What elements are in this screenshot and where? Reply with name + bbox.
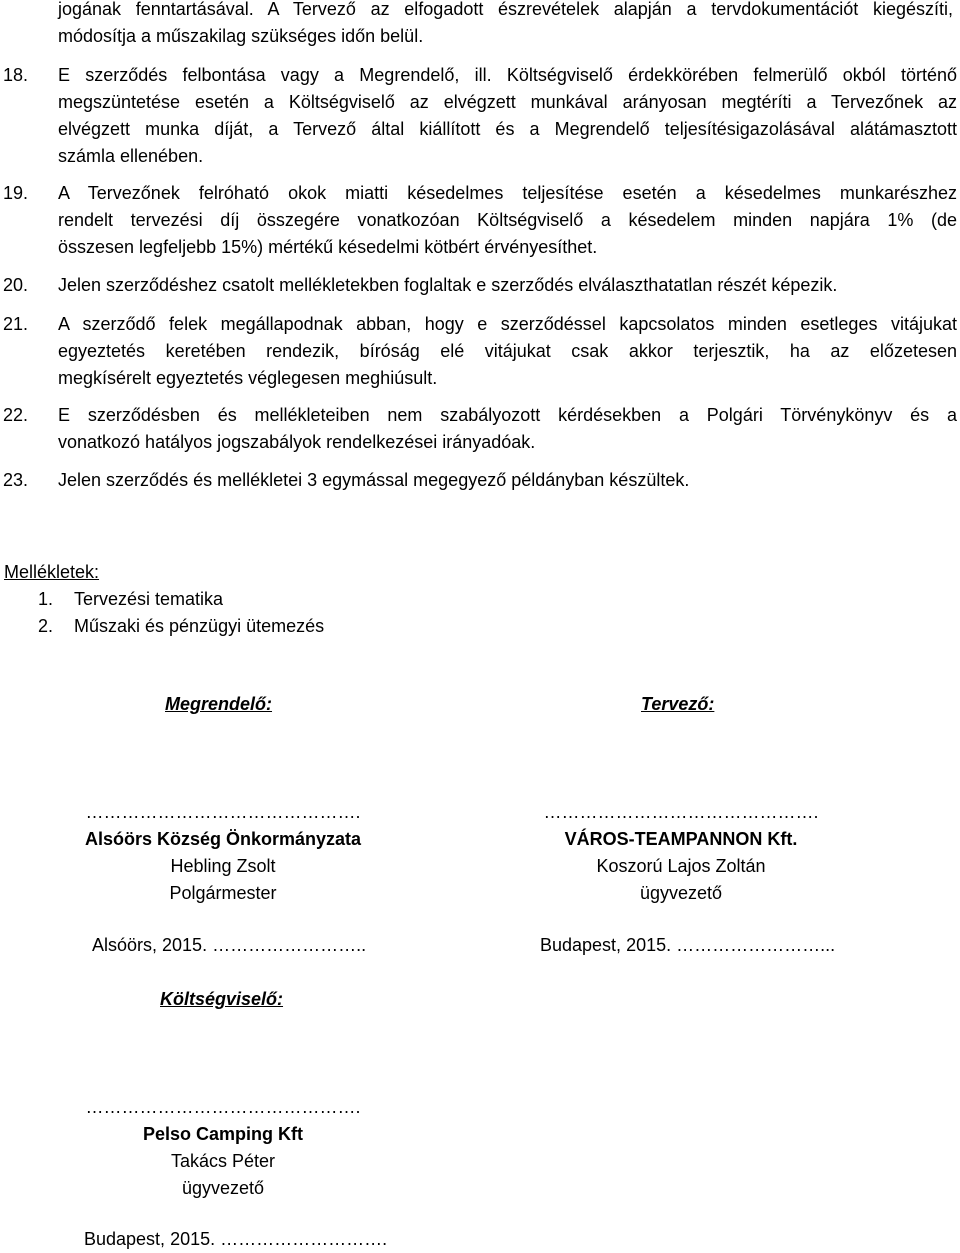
signature-line: ………………………………………. [85, 802, 361, 822]
clause-line: elvégzett munka díját, a Tervező által kiállított és a Megrendelő teljesítésigazolásával alátámasztott [58, 119, 957, 139]
attachment-item [38, 586, 324, 613]
clause-number: 20. [3, 275, 29, 295]
signatory-name: Koszorú Lajos Zoltán [596, 856, 766, 876]
signatory-role: ügyvezető [639, 883, 723, 903]
signatory-role: Polgármester [169, 883, 277, 903]
attachments-title: Mellékletek: [4, 562, 100, 582]
megrendelo-heading: Megrendelő: [165, 694, 273, 714]
clause-line: E szerződésben és mellékleteiben nem szabályozott kérdésekben a Polgári Törvénykönyv és a [58, 405, 957, 425]
clause-line: E szerződés felbontása vagy a Megrendelő, ill. Költségviselő érdekkörében felmerülő okból történő [58, 65, 957, 85]
clause-line: egyeztetés keretében rendezik, bíróság elé vitájukat csak akkor terjesztik, ha az előzetesen [58, 341, 957, 361]
clause-line: megkísérelt egyeztetés véglegesen meghiúsult. [58, 368, 438, 388]
clause-line: számla ellenében. [58, 146, 204, 166]
signatory-name: Takács Péter [170, 1151, 276, 1171]
attachment-number: 2. [38, 616, 54, 636]
tervezo-heading: Tervező: [641, 694, 715, 714]
clause-21-text [58, 311, 957, 392]
signatory-name: Hebling Zsolt [170, 856, 276, 876]
clause-19-text [58, 180, 957, 261]
koltsegviselo-heading: Költségviselő: [160, 989, 284, 1009]
clause-number: 23. [3, 470, 29, 490]
clause-20-text [58, 272, 958, 299]
attachment-label: Műszaki és pénzügyi ütemezés [74, 616, 325, 636]
signatory-role: ügyvezető [181, 1178, 265, 1198]
signatory-organization: Alsóörs Község Önkormányzata [84, 829, 362, 849]
clause-18-text [58, 62, 957, 170]
clause-22-text [58, 402, 957, 456]
clause-23-text [58, 467, 958, 494]
clause-line: rendelt tervezési díj összegére vonatkozóan Költségviselő a késedelem minden napjára 1% (de [58, 210, 957, 230]
koltsegviselo-signature-block [52, 1094, 394, 1202]
clause-line: A szerződő felek megállapodnak abban, hogy e szerződéssel kapcsolatos minden esetleges vitájukat [58, 314, 957, 334]
megrendelo-signature-block [52, 799, 394, 907]
clause-number: 19. [3, 183, 29, 203]
signatory-organization: VÁROS-TEAMPANNON Kft. [564, 829, 798, 849]
signature-line: ………………………………………. [543, 802, 819, 822]
tervezo-signature-block [510, 799, 852, 907]
intro-paragraph [58, 0, 953, 50]
koltsegviselo-place-date: Budapest, 2015. ………………………. [84, 1229, 388, 1249]
attachments-list [38, 586, 324, 640]
clause-line: Jelen szerződés és mellékletei 3 egymással megegyező példányban készültek. [58, 470, 690, 490]
clause-line: megszüntetése esetén a Költségviselő az elvégzett munkával arányosan megtéríti a Tervezőnek az [58, 92, 957, 112]
clause-line: vonatkozó hatályos jogszabályok rendelkezései irányadóak. [58, 432, 536, 452]
intro-line: jogának fenntartásával. A Tervező az elfogadott észrevételek alapján a tervdokumentációt kiegészíti, [58, 0, 953, 19]
signatory-organization: Pelso Camping Kft [142, 1124, 303, 1144]
attachment-label: Tervezési tematika [74, 589, 224, 609]
signature-line: ………………………………………. [85, 1097, 361, 1117]
attachment-number: 1. [38, 589, 54, 609]
clause-line: Jelen szerződéshez csatolt mellékletekben foglaltak e szerződés elválaszthatatlan részét képezik. [58, 275, 838, 295]
attachment-item [38, 613, 324, 640]
tervezo-place-date: Budapest, 2015. ……………………... [540, 935, 836, 955]
megrendelo-place-date: Alsóörs, 2015. …………………….. [92, 935, 367, 955]
clause-number: 21. [3, 314, 29, 334]
intro-line: módosítja a műszakilag szükséges időn belül. [58, 26, 424, 46]
clause-number: 18. [3, 65, 29, 85]
clause-number: 22. [3, 405, 29, 425]
clause-line: A Tervezőnek felróható okok miatti késedelmes teljesítése esetén a késedelmes munkarészhez [58, 183, 957, 203]
clause-line: összesen legfeljebb 15%) mértékű késedelmi kötbért érvényesíthet. [58, 237, 598, 257]
